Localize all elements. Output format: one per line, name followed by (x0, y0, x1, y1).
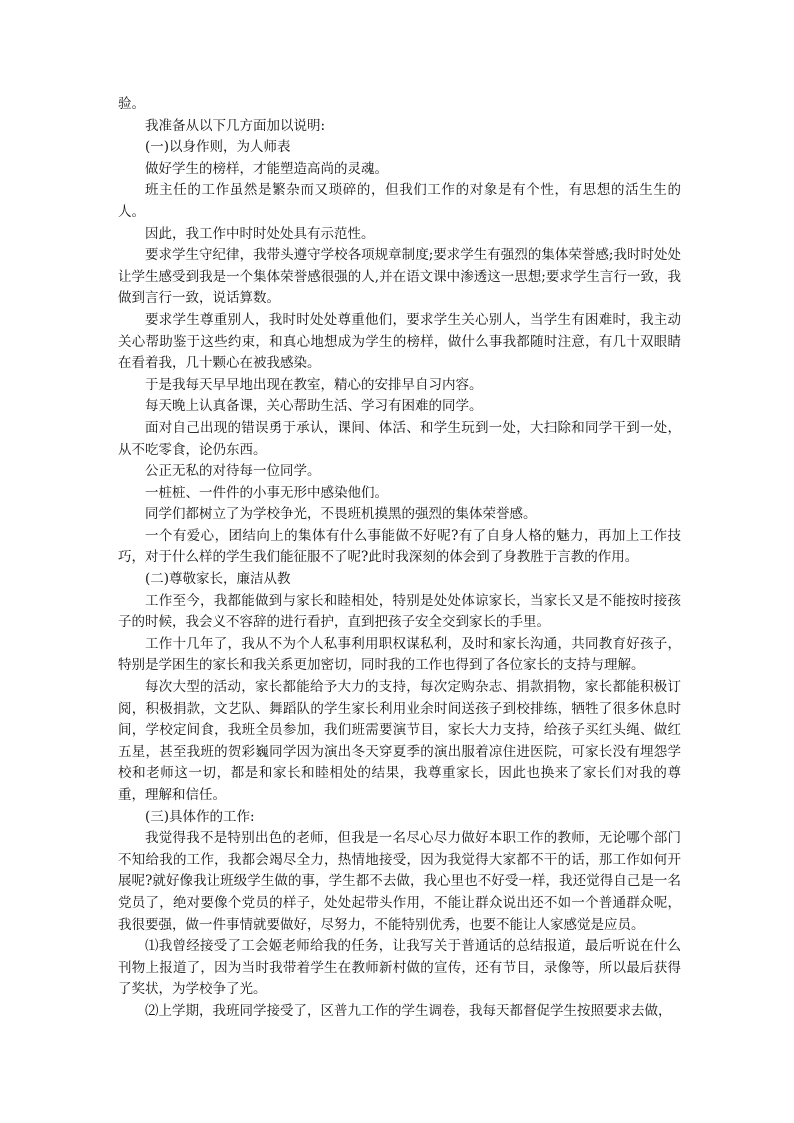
paragraph: 工作十几年了，我从不为个人私事利用职权谋私利，及时和家长沟通，共同教育好孩子，特别是学困生的家长和我关系更加密切，同时我的工作也得到了各位家长的支持与理解。 (118, 635, 681, 674)
paragraph: 工作至今，我都能做到与家长和睦相处，特别是处处体谅家长，当家长又是不能按时接孩子的时候，我会义不容辞的进行看护，直到把孩子安全交到家长的手里。 (118, 592, 681, 631)
paragraph: 于是我每天早早地出现在教室，精心的安排早自习内容。 (145, 376, 483, 393)
paragraph: ⑵上学期，我班同学接受了，区普九工作的学生调卷，我每天都督促学生按照要求去做， (145, 1002, 672, 1019)
paragraph: 因此，我工作中时时处处具有示范性。 (145, 225, 375, 242)
paragraph: 我准备从以下几方面加以说明: (145, 117, 326, 134)
paragraph: 每天晚上认真备课，关心帮助生活、学习有困难的同学。 (145, 398, 483, 415)
paragraph: 验。 (118, 96, 145, 112)
section-heading: (二)尊敬家长，廉洁从教 (145, 571, 291, 588)
paragraph: 一桩桩、一件件的小事无形中感染他们。 (145, 484, 388, 501)
document-page (118, 94, 681, 1023)
paragraph: 同学们都树立了为学校争光，不畏班机摸黑的强烈的集体荣誉感。 (145, 506, 537, 523)
paragraph: 我觉得我不是特别出色的老师，但我是一名尽心尽力做好本职工作的教师，无论哪个部门不知给我的工作，我都会竭尽全力，热情地接受，因为我觉得大家都不干的话，那工作如何开展呢?就好像我让班级学生做的事，学生都不去做，我心里也不好受一样，我还觉得自己是一名党员了，绝对要像个党员的样子，处处起带头作用，不能让群众说出还不如一个普通群众呢，我很要强，做一件事情就要做好，尽努力，不能特别优秀，也要不能让人家感觉是应员。 (118, 830, 681, 933)
paragraph: 一个有爱心，团结向上的集体有什么事能做不好呢?有了自身人格的魅力，再加上工作技巧，对于什么样的学生我们能征服不了呢?此时我深刻的体会到了身教胜于言教的作用。 (118, 527, 681, 566)
section-heading: (一)以身作则，为人师表 (145, 139, 291, 156)
section-heading: (三)具体作的工作: (145, 808, 255, 825)
paragraph: ⑴我曾经接受了工会姬老师给我的任务，让我写关于普通话的总结报道，最后听说在什么刊物上报道了，因为当时我带着学生在教师新村做的宣传，还有节目，录像等，所以最后获得了奖状，为学校争了光。 (118, 938, 681, 998)
paragraph: 面对自己出现的错误勇于承认，课间、体活、和学生玩到一处，大扫除和同学干到一处，从不吃零食，论仍东西。 (118, 419, 681, 458)
paragraph: 每次大型的活动，家长都能给予大力的支持，每次定购杂志、捐款捐物，家长都能积极订阅，积极捐款，文艺队、舞蹈队的学生家长利用业余时间送孩子到校排练，牺牲了很多休息时间，学校定间食，我班全员参加，我们班需要演节目，家长大力支持，给孩子买红头绳、做红五星，甚至我班的贺彩巍同学因为演出冬天穿夏季的演出服着凉住进医院，可家长没有埋怨学校和老师这一切，都是和家长和睦相处的结果，我尊重家长，因此也换来了家长们对我的尊重，理解和信任。 (118, 679, 681, 803)
paragraph: 公正无私的对待每一位同学。 (145, 463, 321, 480)
paragraph: 班主任的工作虽然是繁杂而又琐碎的，但我们工作的对象是有个性，有思想的活生生的人。 (118, 182, 681, 220)
paragraph: 要求学生尊重别人，我时时处处尊重他们，要求学生关心别人，当学生有困难时，我主动关心帮助鉴于这些约束，和真心地想成为学生的榜样，做什么事我都随时注意，有几十双眼睛在看着我，几十颗心在被我感染。 (118, 311, 681, 372)
paragraph: 要求学生守纪律，我带头遵守学校各项规章制度;要求学生有强烈的集体荣誉感;我时时处处让学生感受到我是一个集体荣誉感很强的人,并在语文课中渗透这一思想;要求学生言行一致，我做到言行一致，说话算数。 (118, 247, 681, 307)
paragraph: 做好学生的榜样，才能塑造高尚的灵魂。 (145, 160, 388, 177)
